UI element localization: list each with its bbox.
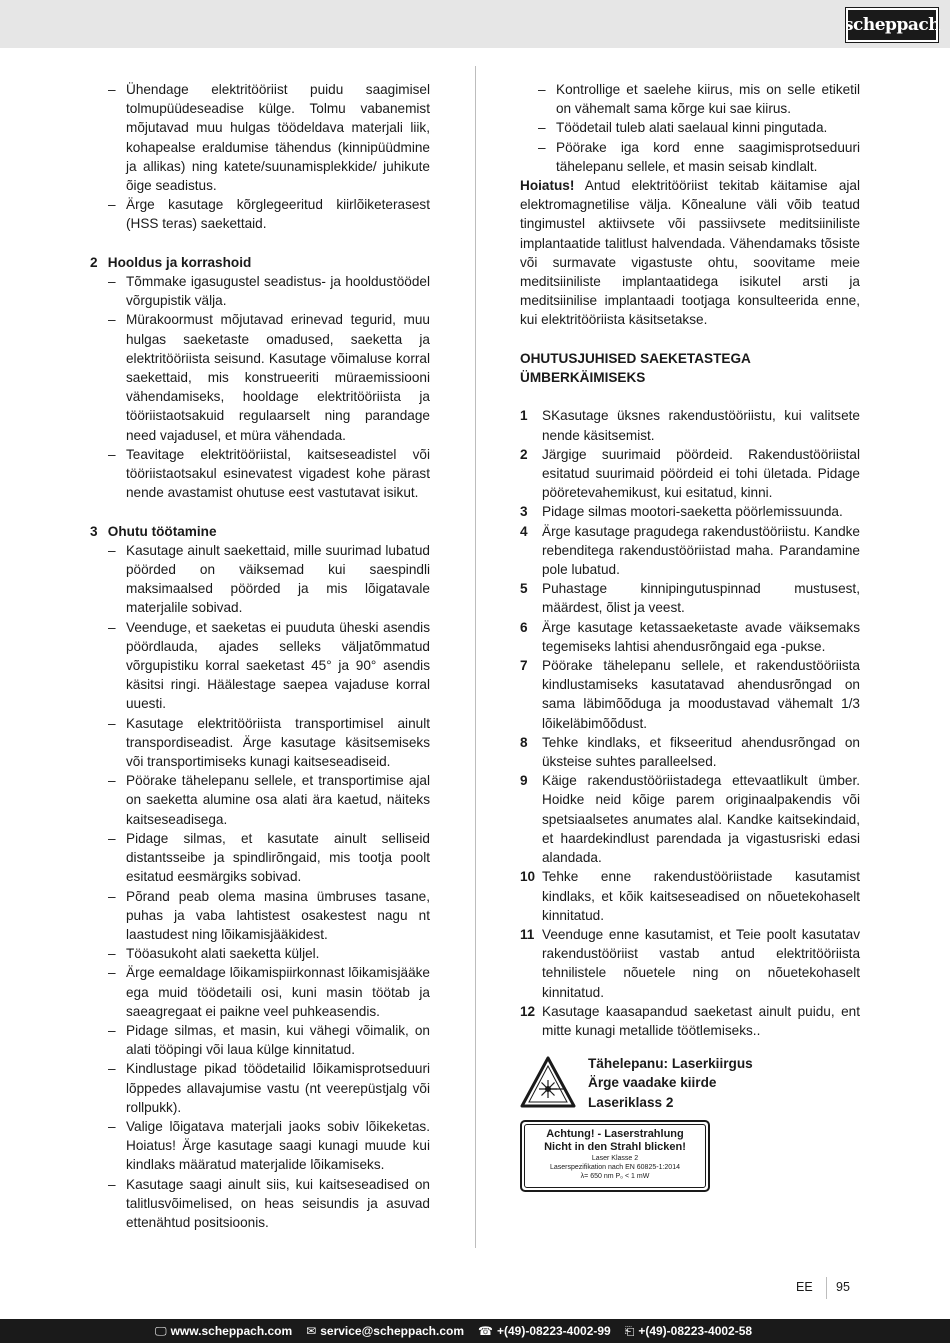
warning-label: Hoiatus! (520, 178, 575, 194)
list-item: – Valige lõigatava materjali jaoks sobiv lõikeketas. Hoiatus! Ärge kasutage saagi kunagi muude kui kindlaks määratud materjalide lõikamiseks. (90, 1117, 430, 1175)
section-title: Ohutu töötamine (107, 523, 217, 539)
list-item: – Pöörake iga kord enne saagimisprotseduuri tähelepanu sellele, et masin seisab kindlalt. (520, 138, 860, 176)
footer-bar (0, 1319, 950, 1343)
footer-phone: +(49)-08223-4002-99 (496, 1324, 611, 1338)
list-item: – Veenduge, et saeketas ei puuduta üheski asendis pöördlauda, ajades selleks väljatõmmatud võrgupistiku korral saeketast 45° ja 90° asendis käsitsi ringi. Häälestage saepea vajaduse korral uuesti. (90, 618, 430, 714)
numbered-item: 1 SKasutage üksnes rakendustööriistu, kui valitsete nende käsitsemist. (520, 408, 860, 443)
section-number: 3 (90, 523, 98, 539)
laser-label: Achtung! - Laserstrahlung Nicht in den Strahl blicken! Laser Klasse 2 Laserspezifikation nach EN 60825-1:2014 λ= 650 nm P₀ < 1 mW (520, 1120, 710, 1192)
section-heading (90, 522, 430, 541)
numbered-item: 2 Järgige suurimaid pöördeid. Rakendustööriistal esitatud suurimaid pöördeid ei tohi ületada. Pidage pööretevahemikust, kui esitatud, kinni. (520, 446, 860, 501)
list-item: – Pöörake tähelepanu sellele, et transportimise ajal on saeketta alumine osa alati ära kaetud, näiteks kaitseseadisega. (90, 771, 430, 829)
right-column (520, 80, 860, 1192)
list-item: – Kasutage ainult saekettaid, mille suurimad lubatud pöörded on väiksemad kui saespindli maksimaalsed pöörded ja mis lõigatavale materjalile sobivad. (90, 541, 430, 618)
list-item: – Pidage silmas, et kasutate ainult selliseid distantsseibe ja spindlirõngaid, mis tootja poolt esitatud eesmärgiks sobivad. (90, 829, 430, 887)
phone-icon: ☎ (478, 1324, 493, 1338)
numbered-item: 9 Käige rakendustööriistadega ettevaatlikult ümber. Hoidke neid kõige parem originaalpakendis või spetsiaalsetes anumates alal. Kandke kaitsekindaid, et haardekindlust parendada ja vigastusriski edasi alandada. (520, 773, 860, 866)
emf-warning (520, 176, 860, 330)
footer-fax: +(49)-08223-4002-58 (638, 1324, 753, 1338)
list-item: – Pidage silmas, et masin, kui vähegi võimalik, on alati tööpingi või laua külge kinnitatud. (90, 1021, 430, 1059)
list-item: – Mürakoormust mõjutavad erinevad tegurid, muu hulgas saeketaste omadused, saeketta ja elektritööriista seisund. Kasutage võimaluse korral saekettaid, mis konstrueeriti müraemissiooni vähendamiseks, hooldage elektritööriista ja tööriistaotsakuid regulaarselt ning parandage need vajadusel, et müra vähendada. (90, 310, 430, 444)
numbered-item: 3 Pidage silmas mootori-saeketta pöörlemissuunda. (520, 504, 843, 520)
laser-warning-icon (520, 1056, 576, 1108)
left-column (90, 80, 430, 1232)
numbered-item: 6 Ärge kasutage ketassaeketaste avade väiksemaks tegemiseks lahtisi ahendusrõngaid ega -pukse. (520, 619, 860, 654)
numbered-item: 4 Ärge kasutage pragudega rakendustööriistu. Kandke rebenditega rakendustööriistad maha. Parandamine pole lubatud. (520, 523, 860, 578)
page-number: 95 (836, 1280, 850, 1294)
numbered-item: 11 Veenduge enne kasutamist, et Teie poolt kasutatav rakendustööriist vastab antud elektritööriista tehnilistele nõuetele ning on nõuetekohaselt kinnitatud. (520, 926, 860, 1000)
numbered-item: 10 Tehke enne rakendustööriistade kasutamist kindlaks, et kõik kaitseseadised on nõuetekohaselt kinnitatud. (520, 869, 860, 923)
footer-email[interactable]: service@scheppach.com (320, 1324, 465, 1338)
numbered-item: 12 Kasutage kaasapandud saeketast ainult puidu, ent mitte kunagi metallide töötlemiseks.. (520, 1003, 860, 1038)
list-item: – Tööasukoht alati saeketta küljel. (90, 944, 430, 963)
header-bar (0, 0, 950, 48)
section-title: Hooldus ja korrashoid (107, 254, 252, 270)
blades-heading: OHUTUSJUHISED SAEKETASTEGA ÜMBERKÄIMISEKS (520, 350, 751, 386)
footer-web[interactable]: www.scheppach.com (170, 1324, 293, 1338)
section-heading (90, 253, 430, 272)
fax-icon: ⎗ (624, 1323, 635, 1338)
column-divider (475, 66, 476, 1248)
list-item: – Kasutage saagi ainult siis, kui kaitseseadised on talitlusvõimelised, on heas seisundis ja asuvad ettenähtud positsioonis. (90, 1175, 430, 1233)
list-item: – Tõmmake igasugustel seadistus- ja hooldustöödel võrgupistik välja. (90, 272, 430, 310)
monitor-icon: 🖵 (155, 1323, 167, 1338)
list-item: – Ärge eemaldage lõikamispiirkonnast lõikamisjääke ega muid töödetaili osi, kuni masin töötab ja saeagregaat ei paikne veel puhkeasendis. (90, 963, 430, 1021)
numbered-item: 7 Pöörake tähelepanu sellele, et rakendustööriista kindlustamiseks kasutatavad ahendusrõngad on sama läbimõõduga ja moodustavad vähemalt 1/3 lõikeläbimõõdust. (520, 658, 860, 731)
list-item: – Põrand peab olema masina ümbruses tasane, puhas ja vaba lahtistest osakestest nagu nt laastudest ning lõikamisjääkidest. (90, 887, 430, 945)
list-item: – Ärge kasutage kõrglegeeritud kiirlõiketerasest (HSS teras) saekettaid. (90, 195, 430, 233)
section-number: 2 (90, 254, 98, 270)
list-item: – Kontrollige et saelehe kiirus, mis on selle etiketil on vähemalt sama kõrge kui sae kiirus. (520, 80, 860, 118)
list-item: – Teavitage elektritööriistal, kaitseseadistel või tööriistaotsakul esinevatest vigadest kohe pärast nende avastamist ohutuse eest vastutavat isikut. (90, 445, 430, 503)
numbered-item: 8 Tehke kindlaks, et fikseeritud ahendusrõngad on üksteise suhtes paralleelsed. (520, 734, 860, 770)
list-item: – Ühendage elektritööriist puidu saagimisel tolmupüüdeseadise külge. Tolmu vabanemist mõjutavad muu hulgas töödeldava materjali liik, kohapealse eraldumise tähendus (kinnipüüdmine ja allikas) ning katete/suunamisplekkide/ juhikute õige seadistus. (90, 80, 430, 195)
language-code: EE (796, 1280, 813, 1294)
mail-icon: ✉ (306, 1324, 317, 1338)
laser-warning-text: Tähelepanu: Laserkiirgus Ärge vaadake kiirde Laseriklass 2 (588, 1056, 753, 1110)
list-item: – Töödetail tuleb alati saelaual kinni pingutada. (520, 118, 860, 137)
scheppach-logo: scheppach (846, 8, 938, 42)
list-item: – Kasutage elektritööriista transportimisel ainult transpordiseadist. Ärge kasutage käsitsemiseks või transportimiseks kunagi kaitseseadiseid. (90, 714, 430, 772)
laser-warning (520, 1054, 860, 1110)
numbered-item: 5 Puhastage kinnipingutuspinnad mustusest, määrdest, õlist ja veest. (520, 581, 860, 616)
list-item: – Kindlustage pikad töödetailid lõikamisprotseduuri lõppedes allavajumise vastu (nt veerepüstjalg või rollpukk). (90, 1059, 430, 1117)
warning-text: Antud elektritööriist tekitab käitamise ajal elektromagnetilise välja. Kõnealune väli võib teatud tingimustel aktiivsete või passiivsete meditsiiniliste implantaatide talitlust halvendada. Vähendamaks tõsiste või surmavate vigastuste ohtu, soovitame meie meditsiiniliste implantaatidega isikutel arsti ja meditsiinilise implantaadi tootjaga konsulteerida enne, kui elektritööriista käsitsetakse. (520, 178, 860, 328)
